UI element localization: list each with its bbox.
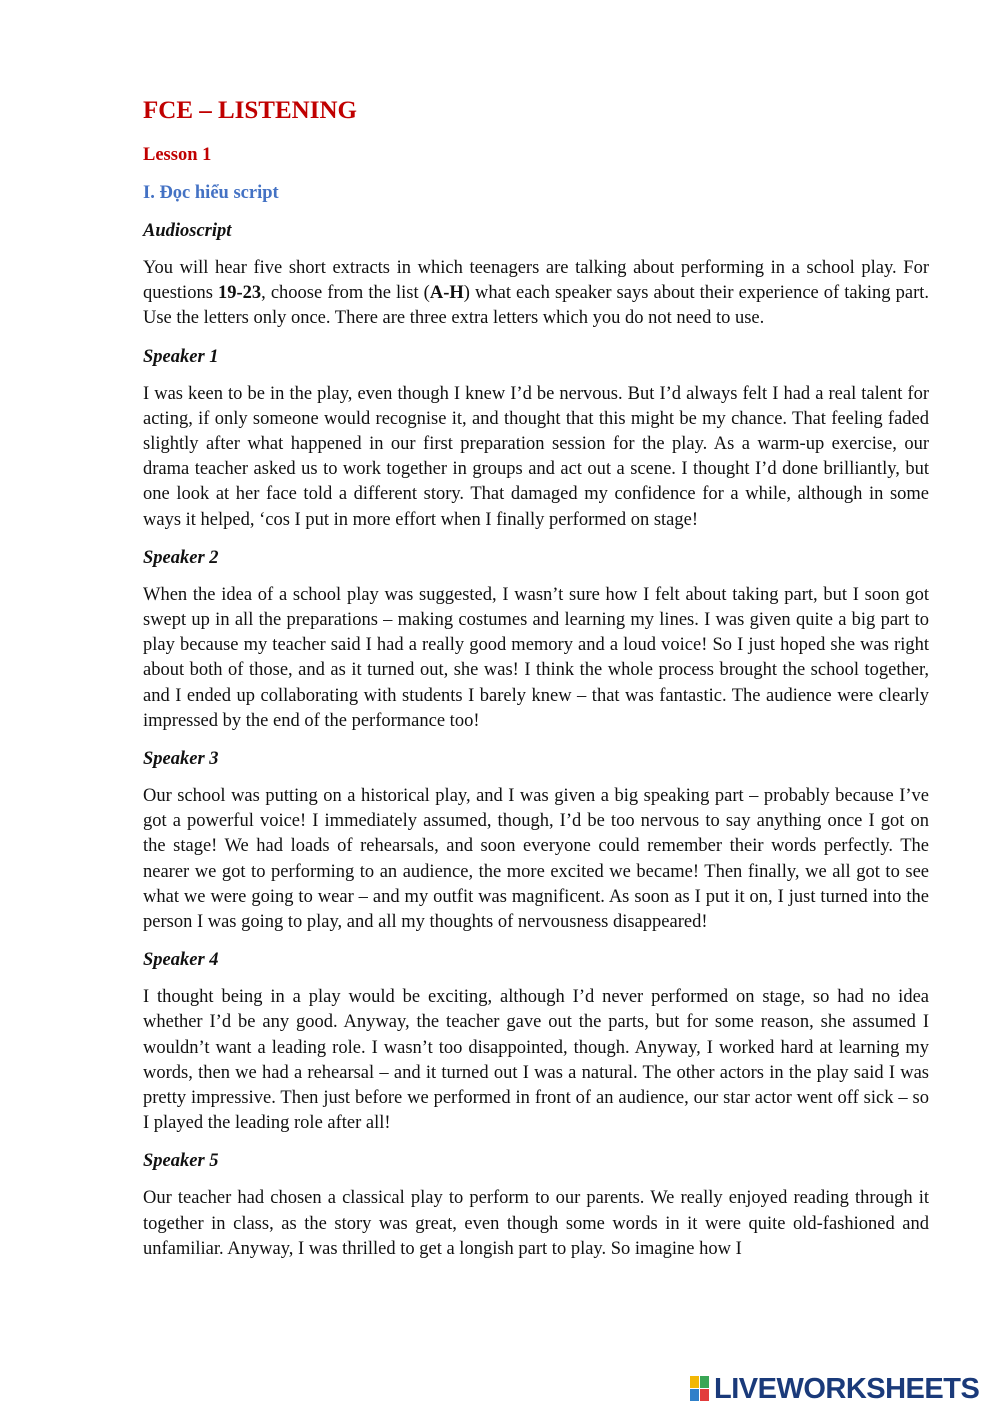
intro-text-1: You will hear five short extracts in which teenagers are talking about performing in a school play. For questions — [143, 258, 929, 304]
page-title: FCE – LISTENING — [143, 97, 357, 124]
speaker-3-text: Our school was putting on a historical play, and I was given a big speaking part – probably because I’ve got a powerful voice! I immediately assumed, though, I’d be too nervous to say anything once I got on the stage! We had loads of rehearsals, and soon everyone could remember their words perfectly. The nearer we got to performing to an audience, the more excited we became! Then finally, we all got to see what we were going to wear – and my outfit was magnificent. As soon as I put it on, I just turned into the person I was going to play, and all my thoughts of nervousness disappeared! — [143, 786, 929, 933]
speaker-3-label: Speaker 3 — [143, 749, 219, 770]
speaker-5-label: Speaker 5 — [143, 1151, 219, 1172]
audioscript-label: Audioscript — [143, 221, 232, 241]
question-range: 19-23 — [217, 283, 262, 304]
speaker-2-text: When the idea of a school play was suggested, I wasn’t sure how I felt about taking part, but I soon got swept up in all the preparations – making costumes and learning my lines. I was given quite a big part to play because my teacher said I had a really good memory and a loud voice! So I just hoped she was right about both of those, and as it turned out, she was! I think the whole process brought the school together, and I ended up collaborating with students I barely knew – that was fantastic. The audience were clearly impressed by the end of the performance too! — [143, 584, 929, 731]
speaker-5-text: Our teacher had chosen a classical play to perform to our parents. We really enjoyed reading through it together in class, as the story was great, even though some words in it were quite old-fashioned and unfamiliar. Anyway, I was thrilled to get a longish part to play. So imagine how I — [143, 1188, 929, 1259]
speaker-4-text: I thought being in a play would be exciting, although I’d never performed on stage, so had no idea whether I’d be any good. Anyway, the teacher gave out the parts, but for some reason, she assumed I wouldn’t want a leading role. I wasn’t too disappointed, though. Anyway, I worked hard at learning my words, then we had a rehearsal – and it turned out I was a natural. The other actors in the play said I was pretty impressive. Then just before we performed in front of an audience, our star actor went off sick – so I played the leading role after all! — [143, 987, 929, 1134]
letter-range: A-H — [429, 283, 464, 304]
section-heading: I. Đọc hiểu script — [143, 183, 279, 203]
logo-text: LIVEWORKSHEETS — [714, 1372, 980, 1405]
speaker-1-label: Speaker 1 — [143, 346, 219, 367]
speaker-2-label: Speaker 2 — [143, 547, 219, 568]
speaker-1-text: I was keen to be in the play, even though I knew I’d be nervous. But I’d always felt I had a real talent for acting, if only someone would recognise it, and thought that this might be my chance. That feeling faded slightly after what happened in our first preparation session for the play. As a warm-up exercise, our drama teacher asked us to work together in groups and act out a scene. I thought I’d done brilliantly, but one look at her face told a different story. That damaged my confidence for a while, although in some ways it helped, ‘cos I put in more effort when I finally performed on stage! — [143, 383, 929, 530]
speaker-4-label: Speaker 4 — [143, 950, 219, 971]
logo-mark-icon — [690, 1376, 710, 1402]
lesson-heading: Lesson 1 — [143, 145, 212, 165]
liveworksheets-logo — [690, 1372, 979, 1406]
intro-paragraph — [143, 256, 929, 332]
document-page — [143, 92, 929, 1274]
intro-text-2: , choose from the list ( — [261, 283, 430, 304]
intro-text-3: ) what each speaker says about their experience of taking part. Use the letters only once. There are three extra letters which you do not need to use. — [143, 283, 929, 329]
